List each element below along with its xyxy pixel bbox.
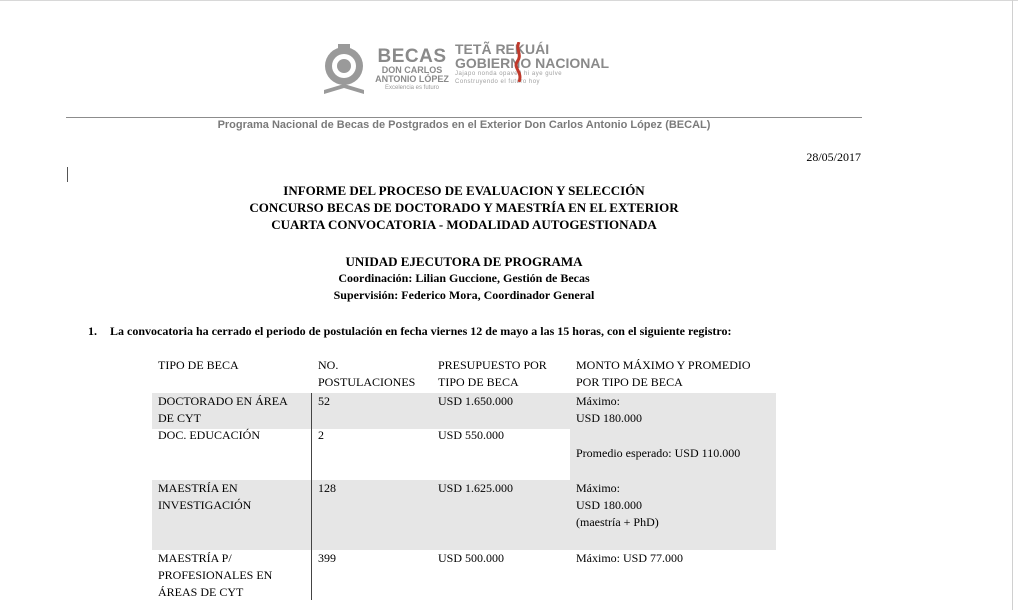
monto-maximo-value: USD 180.000 [576,498,643,512]
list-item-1 [88,324,868,339]
becas-logo-subname-1: DON CARLOS [381,65,443,75]
tipo-line: MAESTRÍA EN [158,481,238,495]
table-row-4-tipo [152,550,312,601]
header-rule [66,117,862,118]
header-monto-1: MONTO MÁXIMO Y PROMEDIO [576,358,751,372]
list-item-number: 1. [88,324,97,338]
title-line-2: CONCURSO BECAS DE DOCTORADO Y MAESTRÍA EN EL EXTERIOR [249,200,679,215]
gobierno-flame-icon [513,42,525,82]
monto-note: (maestría + PhD) [576,515,659,529]
header-presupuesto-2: TIPO DE BECA [438,375,519,389]
page-top-edge [0,0,1018,1]
report-title [66,182,862,233]
tipo-line: ÁREAS DE CYT [158,585,244,599]
monto-maestria-inv [570,480,776,531]
program-name: Programa Nacional de Becas de Postgrados en el Exterior Don Carlos Antonio López (BECAL) [217,119,711,131]
header-postulaciones-1: NO. [318,358,339,372]
gobierno-logo-line2: GOBIERNO NACIONAL [455,55,609,71]
becas-logo-tagline: Excelencia es futuro [384,85,440,91]
monto-maximo-label: Máximo: [576,481,620,495]
table-row-1-presupuesto: USD 1.650.000 [438,394,514,408]
monto-maximo-label: Máximo: [576,394,620,408]
unit-block [66,253,862,304]
becas-seal-icon [320,40,372,98]
tipo-line: DOCTORADO EN ÁREA [158,394,288,408]
title-line-1: INFORME DEL PROCESO DE EVALUACION Y SELECCIÓN [283,183,645,198]
gobierno-logo-tagline-guarani: Jajapo nonda opaved hi aye gulve [455,71,563,77]
becas-logo-name: BECAS [377,46,447,67]
table-row-2-presupuesto: USD 550.000 [438,428,505,442]
tipo-line: INVESTIGACIÓN [158,498,252,512]
monto-maximo-value: USD 180.000 [576,411,643,425]
header-tipo: TIPO DE BECA [158,358,239,372]
table-row-4-postulaciones: 399 [318,551,336,565]
header-postulaciones-2: POSTULACIONES [318,375,416,389]
table-row-2-tipo: DOC. EDUCACIÓN [158,428,260,442]
tipo-line: MAESTRÍA P/ [158,551,232,565]
unit-coordination: Coordinación: Lilian Guccione, Gestión de Becas [338,271,590,285]
table-row-3-tipo [152,480,312,514]
gobierno-logo-tagline: Construyendo el futuro hoy [455,79,541,85]
becas-logo-text [372,48,452,92]
tipo-line: PROFESIONALES EN [158,568,273,582]
scholarship-table [152,355,776,610]
title-line-3: CUARTA CONVOCATORIA - MODALIDAD AUTOGESTIONADA [271,217,657,232]
tipo-line: DE CYT [158,411,201,425]
header-presupuesto [432,357,572,391]
list-item-text: La convocatoria ha cerrado el periodo de postulación en fecha viernes 12 de mayo a las 15 horas, con el siguiente registro: [110,324,732,338]
monto-doctorado [570,393,776,427]
becas-logo-subname-2: ANTONIO LÓPEZ [375,74,449,84]
header-postulaciones [312,357,432,391]
monto-maestria-prof: Máximo: USD 77.000 [576,551,684,565]
page-right-edge [1012,0,1013,610]
monto-promedio: Promedio esperado: USD 110.000 [576,446,741,460]
text-cursor [67,167,68,182]
header-monto [570,357,776,391]
header-monto-2: POR TIPO DE BECA [576,375,683,389]
table-row-3-postulaciones: 128 [318,481,336,495]
table-row-2-postulaciones: 2 [318,428,324,442]
gobierno-logo-line1: TETÃ REKUÁI [455,41,550,57]
table-row-1-postulaciones: 52 [318,394,330,408]
table-row-1-tipo [152,393,312,427]
header-logos [318,38,608,106]
header-presupuesto-1: PRESUPUESTO POR [438,358,547,372]
table-row-4-presupuesto: USD 500.000 [438,551,505,565]
unit-name: UNIDAD EJECUTORA DE PROGRAMA [345,254,583,269]
unit-supervision: Supervisión: Federico Mora, Coordinador General [333,288,595,302]
document-date: 28/05/2017 [806,150,861,164]
gobierno-logo [455,41,609,86]
table-row-3-presupuesto: USD 1.625.000 [438,481,514,495]
